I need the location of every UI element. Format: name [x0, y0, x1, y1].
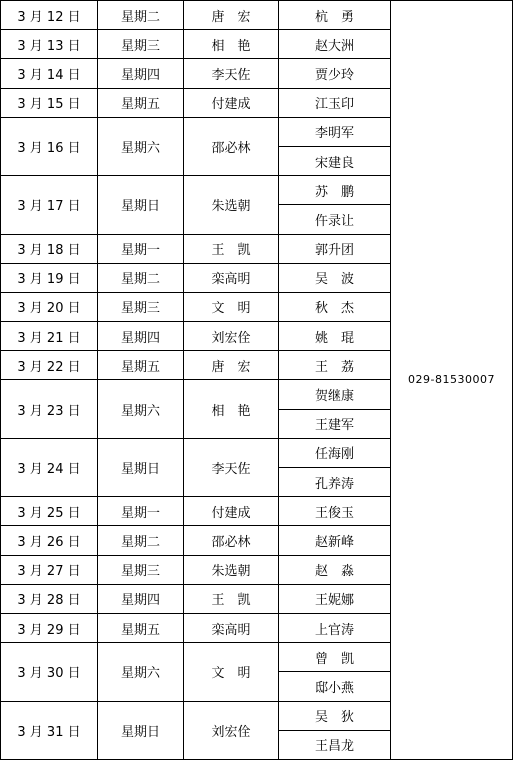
date-cell: 3 月 22 日: [1, 351, 98, 380]
weekday-cell: 星期日: [98, 438, 184, 496]
weekday-cell: 星期六: [98, 117, 184, 175]
staff-cell: 上官涛: [279, 613, 391, 642]
weekday-cell: 星期一: [98, 497, 184, 526]
weekday-cell: 星期二: [98, 526, 184, 555]
staff-cell: 孔养涛: [279, 468, 391, 497]
staff-cell: 郭升团: [279, 234, 391, 263]
weekday-cell: 星期三: [98, 555, 184, 584]
leader-cell: 王 凯: [184, 584, 279, 613]
leader-cell: 相 艳: [184, 380, 279, 438]
weekday-cell: 星期三: [98, 292, 184, 321]
staff-cell: 李明军: [279, 117, 391, 146]
staff-cell: 赵大洲: [279, 30, 391, 59]
staff-cell: 吴 波: [279, 263, 391, 292]
leader-cell: 朱选朝: [184, 555, 279, 584]
weekday-cell: 星期六: [98, 643, 184, 701]
date-cell: 3 月 24 日: [1, 438, 98, 496]
staff-cell: 王 荔: [279, 351, 391, 380]
staff-cell: 王俊玉: [279, 497, 391, 526]
staff-cell: 贺继康: [279, 380, 391, 409]
date-cell: 3 月 19 日: [1, 263, 98, 292]
staff-cell: 宋建良: [279, 146, 391, 175]
leader-cell: 邵必林: [184, 117, 279, 175]
date-cell: 3 月 17 日: [1, 176, 98, 234]
staff-cell: 王妮娜: [279, 584, 391, 613]
leader-cell: 栾高明: [184, 263, 279, 292]
leader-cell: 文 明: [184, 292, 279, 321]
staff-cell: 姚 琨: [279, 322, 391, 351]
date-cell: 3 月 27 日: [1, 555, 98, 584]
leader-cell: 李天佐: [184, 59, 279, 88]
date-cell: 3 月 13 日: [1, 30, 98, 59]
staff-cell: 吴 狄: [279, 701, 391, 730]
date-cell: 3 月 28 日: [1, 584, 98, 613]
weekday-cell: 星期五: [98, 88, 184, 117]
staff-cell: 赵 淼: [279, 555, 391, 584]
leader-cell: 相 艳: [184, 30, 279, 59]
staff-cell: 任海刚: [279, 438, 391, 467]
weekday-cell: 星期六: [98, 380, 184, 438]
date-cell: 3 月 25 日: [1, 497, 98, 526]
staff-cell: 江玉印: [279, 88, 391, 117]
leader-cell: 刘宏佺: [184, 701, 279, 759]
staff-cell: 赵新峰: [279, 526, 391, 555]
weekday-cell: 星期五: [98, 351, 184, 380]
leader-cell: 付建成: [184, 88, 279, 117]
leader-cell: 王 凯: [184, 234, 279, 263]
staff-cell: 仵录让: [279, 205, 391, 234]
staff-cell: 王昌龙: [279, 730, 391, 759]
staff-cell: 曾 凯: [279, 643, 391, 672]
leader-cell: 刘宏佺: [184, 322, 279, 351]
date-cell: 3 月 26 日: [1, 526, 98, 555]
roster-body: [1, 1, 513, 760]
leader-cell: 邵必林: [184, 526, 279, 555]
weekday-cell: 星期一: [98, 234, 184, 263]
date-cell: 3 月 21 日: [1, 322, 98, 351]
leader-cell: 文 明: [184, 643, 279, 701]
leader-cell: 唐 宏: [184, 1, 279, 30]
staff-cell: 王建军: [279, 409, 391, 438]
staff-cell: 秋 杰: [279, 292, 391, 321]
weekday-cell: 星期四: [98, 59, 184, 88]
weekday-cell: 星期三: [98, 30, 184, 59]
phone-number-cell: 029-81530007: [391, 1, 513, 760]
date-cell: 3 月 15 日: [1, 88, 98, 117]
leader-cell: 付建成: [184, 497, 279, 526]
weekday-cell: 星期日: [98, 176, 184, 234]
weekday-cell: 星期四: [98, 584, 184, 613]
staff-cell: 杭 勇: [279, 1, 391, 30]
staff-cell: 苏 鹏: [279, 176, 391, 205]
date-cell: 3 月 31 日: [1, 701, 98, 759]
leader-cell: 朱选朝: [184, 176, 279, 234]
weekday-cell: 星期二: [98, 263, 184, 292]
leader-cell: 李天佐: [184, 438, 279, 496]
date-cell: 3 月 14 日: [1, 59, 98, 88]
staff-cell: 邸小燕: [279, 672, 391, 701]
table-row: [1, 1, 513, 30]
weekday-cell: 星期四: [98, 322, 184, 351]
weekday-cell: 星期日: [98, 701, 184, 759]
date-cell: 3 月 16 日: [1, 117, 98, 175]
date-cell: 3 月 18 日: [1, 234, 98, 263]
date-cell: 3 月 30 日: [1, 643, 98, 701]
date-cell: 3 月 12 日: [1, 1, 98, 30]
weekday-cell: 星期二: [98, 1, 184, 30]
date-cell: 3 月 23 日: [1, 380, 98, 438]
date-cell: 3 月 29 日: [1, 613, 98, 642]
date-cell: 3 月 20 日: [1, 292, 98, 321]
leader-cell: 栾高明: [184, 613, 279, 642]
leader-cell: 唐 宏: [184, 351, 279, 380]
staff-cell: 贾少玲: [279, 59, 391, 88]
weekday-cell: 星期五: [98, 613, 184, 642]
